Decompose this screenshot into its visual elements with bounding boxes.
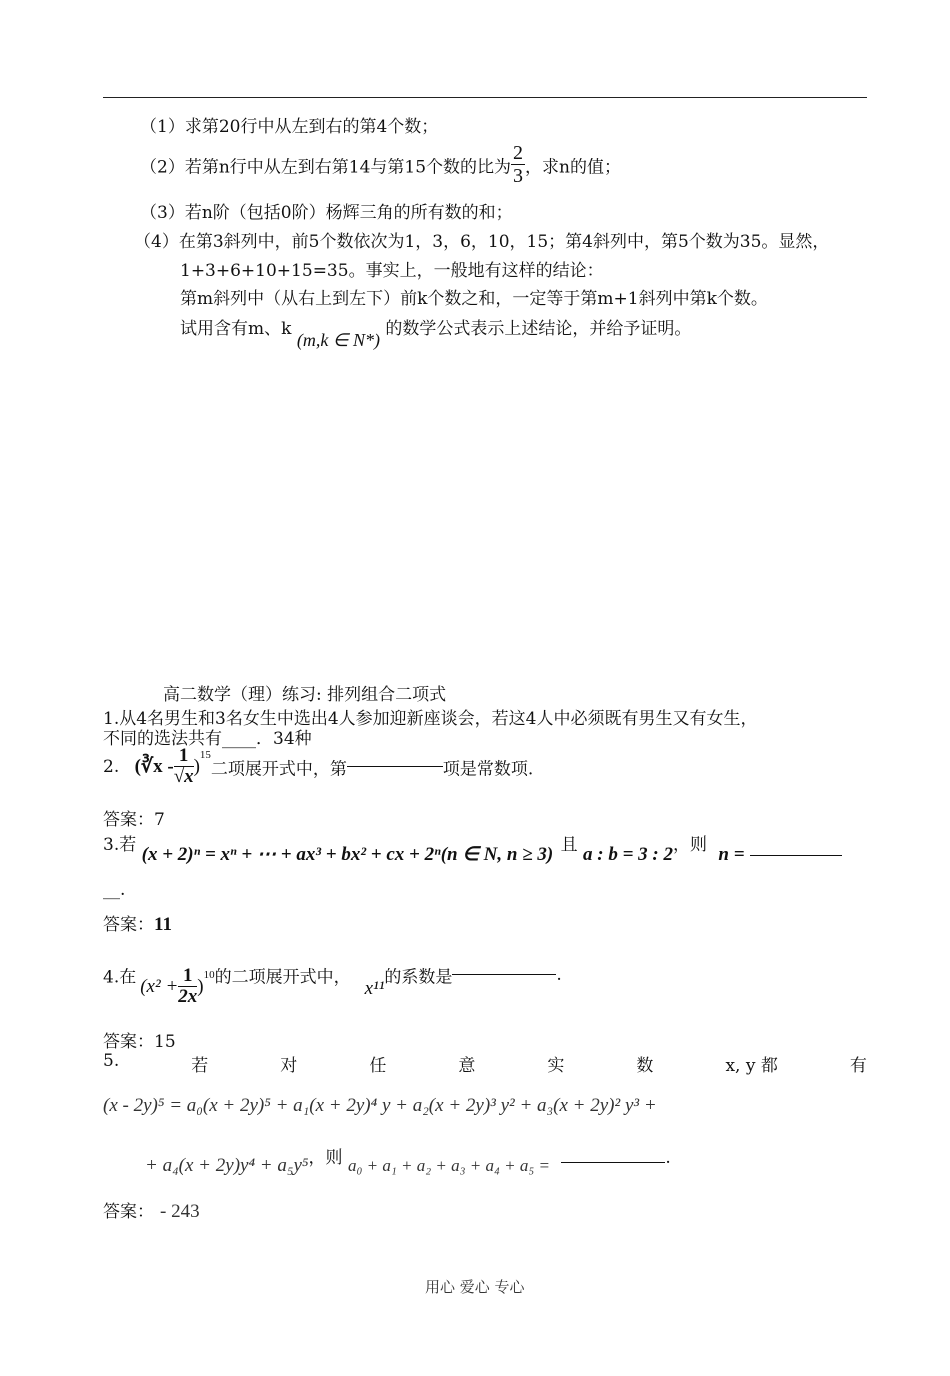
problem-3-then: ，则	[673, 835, 708, 855]
radical-fraction	[174, 746, 194, 788]
question-4-line-4-text: 试用含有m、k	[180, 319, 292, 339]
problem-2-blank[interactable]	[347, 766, 443, 767]
binomial-fraction	[178, 966, 197, 1008]
problem-5-blank[interactable]	[561, 1162, 665, 1163]
question-4-line-2: 1+3+6+10+15=35。事实上，一般地有这样的结论：	[180, 261, 604, 281]
coefficient-sum: a₀ + a₁ + a₂ + a₃ + a₄ + a₅ =	[347, 1156, 550, 1175]
ratio-fraction	[511, 143, 525, 187]
problem-5-word: x, y 都	[725, 1056, 778, 1076]
problem-3	[103, 830, 842, 865]
question-4-line-1: （4）在第3斜列中，前5个数依次为1，3，6，10，15；第4斜列中，第5个数为35。显然，	[134, 232, 830, 252]
problem-5-identity-tail: + a₄(x + 2y)y⁴ + a₅y⁵	[145, 1155, 309, 1176]
problem-3-answer-value: 11	[154, 914, 172, 935]
problem-2: 2. (∛x - $\frac{1}{√x}$ )$^{15}$二项展开式中，第 项是常数项.	[103, 745, 534, 787]
ratio-numerator: 2	[513, 142, 524, 164]
problem-3-and: 且	[560, 835, 578, 855]
problem-5-word: 有	[849, 1056, 867, 1076]
problem-5-word: 任	[369, 1056, 387, 1076]
radical-expression: (∛x -	[134, 756, 174, 778]
problem-5-word: 实	[547, 1056, 565, 1076]
problem-5-line-1	[103, 1051, 867, 1076]
ratio-denominator: 3	[513, 165, 524, 187]
question-3: （3）若n阶（包括0阶）杨辉三角的所有数的和；	[140, 203, 513, 223]
problem-4-tail: 的系数是	[384, 967, 453, 988]
problem-3-blank-continuation: __.	[103, 880, 126, 900]
problem-5-word: 意	[458, 1056, 476, 1076]
problem-4-blank[interactable]	[452, 974, 556, 975]
problem-5-line-3	[145, 1143, 671, 1176]
problem-4: 4.在 (x² + $\frac{1}{2x}$ )10的二项展开式中，x¹¹的系数是 .	[103, 964, 562, 1007]
question-1: （1）求第20行中从左到右的第4个数；	[140, 117, 439, 137]
binomial-expression: (x² +	[140, 975, 179, 997]
problem-4-end: .	[556, 964, 562, 985]
polynomial-identity: (x + 2)ⁿ = xⁿ + ⋯ + ax³ + bx² + cx + 2ⁿ(n ∈ N, n ≥ 3)	[141, 844, 554, 865]
radical-fraction-denominator: √x	[173, 765, 194, 787]
problem-3-answer-label: 答案：	[103, 915, 154, 935]
problem-2-label: 2.	[103, 756, 120, 777]
problem-5-identity: (x - 2y)⁵ = a₀(x + 2y)⁵ + a₁(x + 2y)⁴ y + a₂(x + 2y)³ y² + a₃(x + 2y)² y³ +	[103, 1095, 657, 1116]
set-condition-formula: (m,k ∈ N*)	[296, 330, 380, 350]
problem-4-answer: 答案：15	[103, 1032, 176, 1052]
question-4-line-4-tail: 的数学公式表示上述结论，并给予证明。	[385, 319, 692, 339]
problem-5-word: 数	[636, 1056, 654, 1076]
problem-4-text: 的二项展开式中，	[214, 967, 351, 988]
question-4-line-3: 第m斜列中（从右上到左下）前k个数之和，一定等于第m+1斜列中第k个数。	[180, 289, 768, 309]
expansion-exponent: 15	[199, 748, 211, 761]
problem-1-line-2: 不同的选法共有____．34种	[103, 729, 312, 749]
problem-5-answer	[103, 1197, 200, 1223]
page-footer: 用心 爱心 专心	[425, 1278, 525, 1296]
problem-5-answer-value: - 243	[160, 1201, 200, 1222]
problem-5-end: .	[665, 1148, 671, 1168]
question-2-tail: ，求n的值；	[525, 157, 621, 178]
question-4-line-4	[180, 314, 692, 350]
binomial-exponent: 10	[203, 968, 215, 981]
problem-5-word: 5.	[103, 1051, 120, 1071]
header-rule	[103, 97, 867, 98]
problem-2-text: 二项展开式中，第	[210, 759, 347, 780]
problem-3-blank[interactable]	[750, 855, 842, 856]
question-2-text: （2）若第n行中从左到右第14与第15个数的比为	[140, 157, 512, 178]
practice-title: 高二数学（理）练习: 排列组合二项式	[163, 685, 447, 705]
coefficient-ratio: a : b = 3 : 2	[583, 844, 674, 865]
problem-5-then: ，则	[308, 1148, 343, 1168]
problem-3-label: 3.若	[103, 835, 137, 855]
binomial-fraction-denominator: 2x	[178, 985, 198, 1007]
problem-2-tail: 项是常数项.	[442, 759, 534, 780]
problem-1-line-1: 1.从4名男生和3名女生中选出4人参加迎新座谈会，若这4人中必须既有男生又有女生，	[103, 709, 758, 729]
problem-5-word: 对	[280, 1056, 298, 1076]
problem-3-n: n =	[718, 844, 745, 865]
problem-2-answer: 答案：7	[103, 810, 165, 830]
radical-fraction-numerator: 1	[174, 746, 194, 767]
problem-5-word: 若	[191, 1056, 209, 1076]
problem-4-label: 4.在	[103, 967, 137, 988]
problem-5-answer-label: 答案：	[103, 1202, 154, 1222]
binomial-fraction-numerator: 1	[178, 966, 197, 987]
target-term: x¹¹	[364, 977, 385, 999]
question-2	[140, 143, 621, 187]
problem-3-answer	[103, 910, 172, 936]
